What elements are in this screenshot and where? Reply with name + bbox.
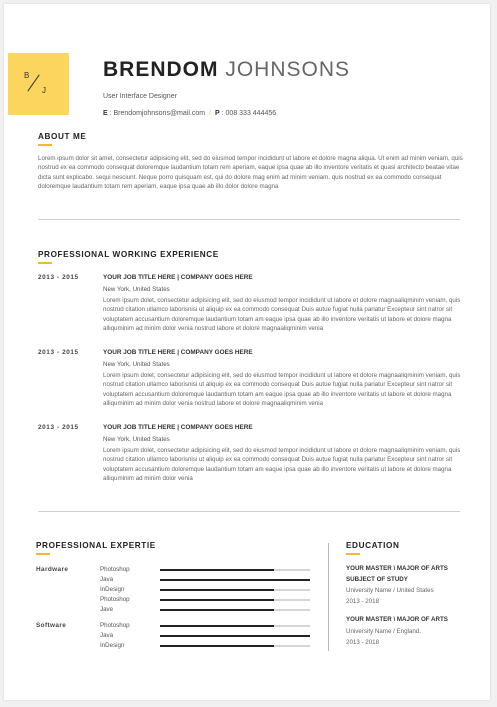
experience-location: New York, United States [103, 436, 170, 443]
skill-bar [160, 635, 310, 637]
divider-1 [38, 219, 460, 220]
skill-bar [160, 625, 310, 627]
skill-name: Photoshop [100, 566, 130, 573]
email-label: E [103, 110, 108, 117]
full-name [103, 58, 350, 82]
skill-name: Java [100, 632, 114, 639]
experience-years: 2013 - 2015 [38, 349, 79, 356]
expertise-underline [36, 553, 50, 555]
experience-title: YOUR JOB TITLE HERE | COMPANY GOES HERE [103, 424, 253, 431]
experience-heading: PROFESSIONAL WORKING EXPERIENCE [38, 250, 219, 259]
education-degree: YOUR MASTER \ MAJOR OF ARTS [346, 565, 448, 572]
education-heading: EDUCATION [346, 541, 400, 550]
experience-underline [38, 262, 52, 264]
phone-label: P [215, 110, 220, 117]
about-underline [38, 144, 52, 146]
skill-category: Software [36, 622, 67, 629]
column-divider [328, 543, 329, 651]
skill-bar [160, 569, 310, 571]
first-name: BRENDOM [103, 58, 219, 81]
initial-first: B [24, 71, 30, 80]
experience-title: YOUR JOB TITLE HERE | COMPANY GOES HERE [103, 274, 253, 281]
last-name: JOHNSONS [225, 58, 351, 81]
email-value: Brendomjohnsons@mail.com [113, 110, 206, 117]
experience-text: Lorem ipsum dolet, consectetur adipisicing elit, sed do eiusmod tempor incididunt ut labore et dolore magnaaliqminim veniam, quis nostrud citation ullamco laborisnisi ut aliquip ex ea commodo consequat Duis autue fugiat nulla pariatur Excepteur sint natror sit voluptatem accusantium doloremque laudantium totam am eaque ipsa quae ab illo inventore veritatis ut labore et dolore magna alliquminim ad minim dolor venia nostrud labore et dolore magnaaliqminim venia [103, 372, 461, 408]
education-years: 2013 - 2018 [346, 639, 380, 646]
skill-name: InDesign [100, 642, 125, 649]
experience-location: New York, United States [103, 361, 170, 368]
initial-last: J [42, 86, 46, 95]
skill-name: Java [100, 576, 114, 583]
skill-name: InDesign [100, 586, 125, 593]
about-text: Lorem ipsum dolor sit amet, consectetur adipisicing elit, sed do eiusmod tempor incididunt ut labore et dolore magna aliqua. Ut enim ad minim veniam, quis nostrud ex ea commodo consequat doloremque laudantium totam rem aperiam, eaque ipsa quae ab illo inventore veritatis et quasi architecto beatae vitae dicta sunt explicabo. sequi nesciunt. Neque porro quisquam est, qui do dolore mag enim ad minim veniam, quis nostrud ex ea commodo consequat doloremque laudantium totam rem aperiam, eaque ipsa quae ab illo dolor dolore magna [38, 155, 463, 191]
divider-2 [38, 511, 460, 512]
skill-name: Photoshop [100, 596, 130, 603]
education-school: University Name / England, [346, 628, 421, 635]
experience-text: Lorem ipsum dolet, consectetur adipisicing elit, sed do eiusmod tempor incididunt ut labore et dolore magnaaliqminim veniam, quis nostrud citation ullamco laborisnisi ut aliquip ex ea commodo consequat Duis autue fugiat nulla pariatur Excepteur sint natror sit voluptatem accusantium doloremque laudantium totam am eaque ipsa quae ab illo inventore veritatis ut labore et dolore magna alliquminim ad minim dolor venia nostrud labore et dolore magnaaliqminim venia [103, 297, 461, 333]
skill-name: Jave [100, 606, 114, 613]
education-years: 2013 - 2018 [346, 598, 380, 605]
experience-title: YOUR JOB TITLE HERE | COMPANY GOES HERE [103, 349, 253, 356]
skill-bar [160, 645, 310, 647]
experience-location: New York, United States [103, 286, 170, 293]
experience-text: Lorem ipsum dolet, consectetur adipisicing elit, sed do eiusmod tempor incididunt ut labore et dolore magnaaliqminim veniam, quis nostrud citation ullamco laborisnisi ut aliquip ex ea commodo consequat Duis autue fugiat nulla pariatur Excepteur sint natror sit voluptatem accusantium doloremque laudantium totam am eaque ipsa quae ab illo inventore veritatis ut labore et dolore magna alliquminim ad minim dolor venia [103, 447, 461, 483]
resume-page [4, 4, 490, 700]
education-school: University Name / United States [346, 587, 434, 594]
expertise-heading: PROFESSIONAL EXPERTIE [36, 541, 156, 550]
skill-category: Hardware [36, 566, 69, 573]
education-degree: YOUR MASTER \ MAJOR OF ARTS [346, 616, 448, 623]
initials-logo [8, 53, 69, 115]
contact-separator: / [209, 110, 212, 117]
skill-bar [160, 599, 310, 601]
education-underline [346, 553, 360, 555]
phone-value: 008 333 444456 [225, 110, 277, 117]
contact-line: E : Brendomjohnsons@mail.com / P : 008 333 444456 [103, 110, 277, 117]
job-role: User Interface Designer [103, 93, 177, 100]
about-heading: ABOUT ME [38, 132, 87, 141]
education-subject: SUBJECT OF STUDY [346, 576, 408, 583]
skill-bar [160, 579, 310, 581]
skill-name: Photoshop [100, 622, 130, 629]
experience-years: 2013 - 2015 [38, 274, 79, 281]
skill-bar [160, 609, 310, 611]
skill-bar [160, 589, 310, 591]
experience-years: 2013 - 2015 [38, 424, 79, 431]
